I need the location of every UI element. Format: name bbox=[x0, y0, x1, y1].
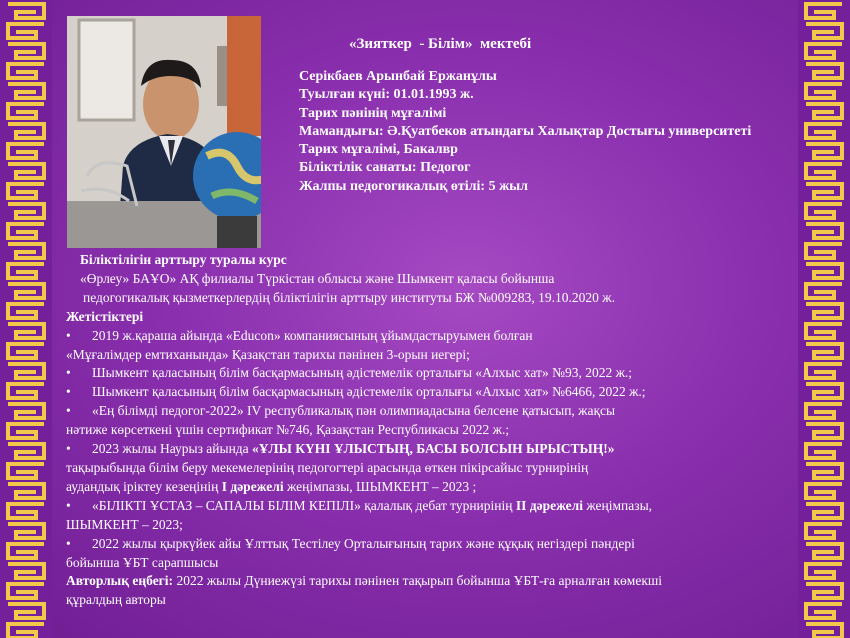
bullet: • bbox=[66, 327, 71, 343]
achievement-text: жеңімпазы, ШЫМКЕНТ – 2023 ; bbox=[283, 478, 477, 494]
teacher-photo bbox=[67, 16, 261, 248]
achievement-text: бойынша ҰБТ сарапшысы bbox=[66, 554, 219, 570]
profile-name: Серікбаев Арынбай Ержанұлы bbox=[299, 69, 497, 84]
achievement-item bbox=[66, 402, 786, 421]
achievement-text: аудандық іріктеу кезеңінің bbox=[66, 478, 222, 494]
achievements-heading: Жетістіктері bbox=[66, 308, 144, 324]
achievement-event-title: «ҰЛЫ КҮНІ ҰЛЫСТЫҢ, БАСЫ БОЛСЫН ЫРЫСТЫҢ!» bbox=[252, 441, 615, 457]
achievement-text: 2022 жылы қыркүйек айы Ұлттық Тестілеу Орталығының тарих және құқық негіздері пәндері bbox=[92, 535, 635, 551]
achievement-text: «БІЛІКТІ ҰСТАЗ – САПАЛЫ БІЛІМ КЕПІЛІ» қалалық дебат турнирінің bbox=[92, 497, 516, 513]
achievement-text: нәтиже көрсеткені үшін сертификат №746, Қазақстан Республикасы 2022 ж.; bbox=[66, 422, 510, 438]
achievement-item bbox=[66, 383, 786, 402]
achievement-item bbox=[66, 364, 786, 383]
bullet: • bbox=[66, 365, 71, 381]
achievement-item bbox=[66, 497, 786, 516]
bullet: • bbox=[66, 403, 71, 419]
bullet: • bbox=[66, 384, 71, 400]
achievement-degree: І дәрежелі bbox=[221, 478, 284, 494]
profile-category: Біліктілік санаты: Педогог bbox=[299, 160, 471, 176]
authorship-line bbox=[66, 572, 786, 591]
profile-degree: Тарих мұғалімі, Бакалвр bbox=[299, 142, 458, 158]
achievement-text: 2023 жылы Наурыз айында bbox=[92, 441, 253, 457]
course-heading: Біліктілігін арттыру туралы курс bbox=[80, 252, 287, 267]
bullet: • bbox=[66, 497, 71, 513]
profile-info bbox=[299, 68, 769, 196]
main-text bbox=[66, 251, 786, 610]
meander-pattern-icon bbox=[0, 0, 52, 638]
portrait-image bbox=[67, 16, 261, 248]
achievement-item bbox=[66, 327, 786, 346]
school-title: «Зияткер - Білім» мектебі bbox=[349, 36, 532, 52]
meander-pattern-icon bbox=[798, 0, 850, 638]
profile-birthdate: Туылған күні: 01.01.1993 ж. bbox=[299, 87, 474, 103]
left-ornament-border bbox=[0, 0, 52, 638]
achievement-text: Шымкент қаласының білім басқармасының әдістемелік орталығы «Алхыс хат» №93, 2022 ж.; bbox=[92, 365, 633, 381]
authorship-label: Авторлық еңбегі: bbox=[66, 573, 174, 589]
bullet: • bbox=[66, 535, 71, 551]
profile-experience: Жалпы педогогикалық өтілі: 5 жыл bbox=[299, 178, 529, 194]
achievement-text: Шымкент қаласының білім басқармасының әдістемелік орталығы «Алхыс хат» №6466, 2022 ж.; bbox=[92, 384, 646, 400]
bullet: • bbox=[66, 441, 71, 457]
course-line: педогогикалық қызметкерлердің біліктілігін арттыру институты БЖ №009283, 19.10.2020 ж. bbox=[83, 289, 615, 305]
achievement-text: жеңімпазы, bbox=[583, 497, 653, 513]
authorship-text: 2022 жылы Дүниежүзі тарихы пәнінен тақырып бойынша ҰБТ-ға арналған көмекші bbox=[173, 573, 663, 589]
profile-specialty: Мамандығы: Ә.Қуатбеков атындағы Халықтар Достығы университеті bbox=[299, 123, 752, 139]
achievement-item bbox=[66, 535, 786, 554]
achievement-text: тақырыбында білім беру мекемелерінің педогогтері арасында өткен пікірсайыс турнирінің bbox=[66, 459, 589, 475]
course-line: «Өрлеу» БАҰО» АҚ филиалы Түркістан облысы және Шымкент қаласы бойынша bbox=[80, 270, 555, 286]
authorship-text: құралдың авторы bbox=[66, 592, 166, 608]
achievement-item bbox=[66, 440, 786, 459]
achievement-text bbox=[66, 478, 786, 497]
achievement-text: «Мұғалімдер емтиханында» Қазақстан тарихы пәнінен 3-орын иегері; bbox=[66, 346, 470, 362]
achievement-text: ШЫМКЕНТ – 2023; bbox=[66, 516, 183, 532]
achievement-text: 2019 ж.қараша айында «Educon» компаниясының ұйымдастыруымен болған bbox=[92, 327, 533, 343]
profile-subject: Тарих пәнінің мұғалімі bbox=[299, 105, 447, 121]
achievement-degree: ІІ дәрежелі bbox=[515, 497, 583, 513]
achievement-text: «Ең білімді педогог-2022» IV республикалық пән олимпиадасына белсене қатысып, жақсы bbox=[92, 403, 616, 419]
right-ornament-border bbox=[798, 0, 850, 638]
